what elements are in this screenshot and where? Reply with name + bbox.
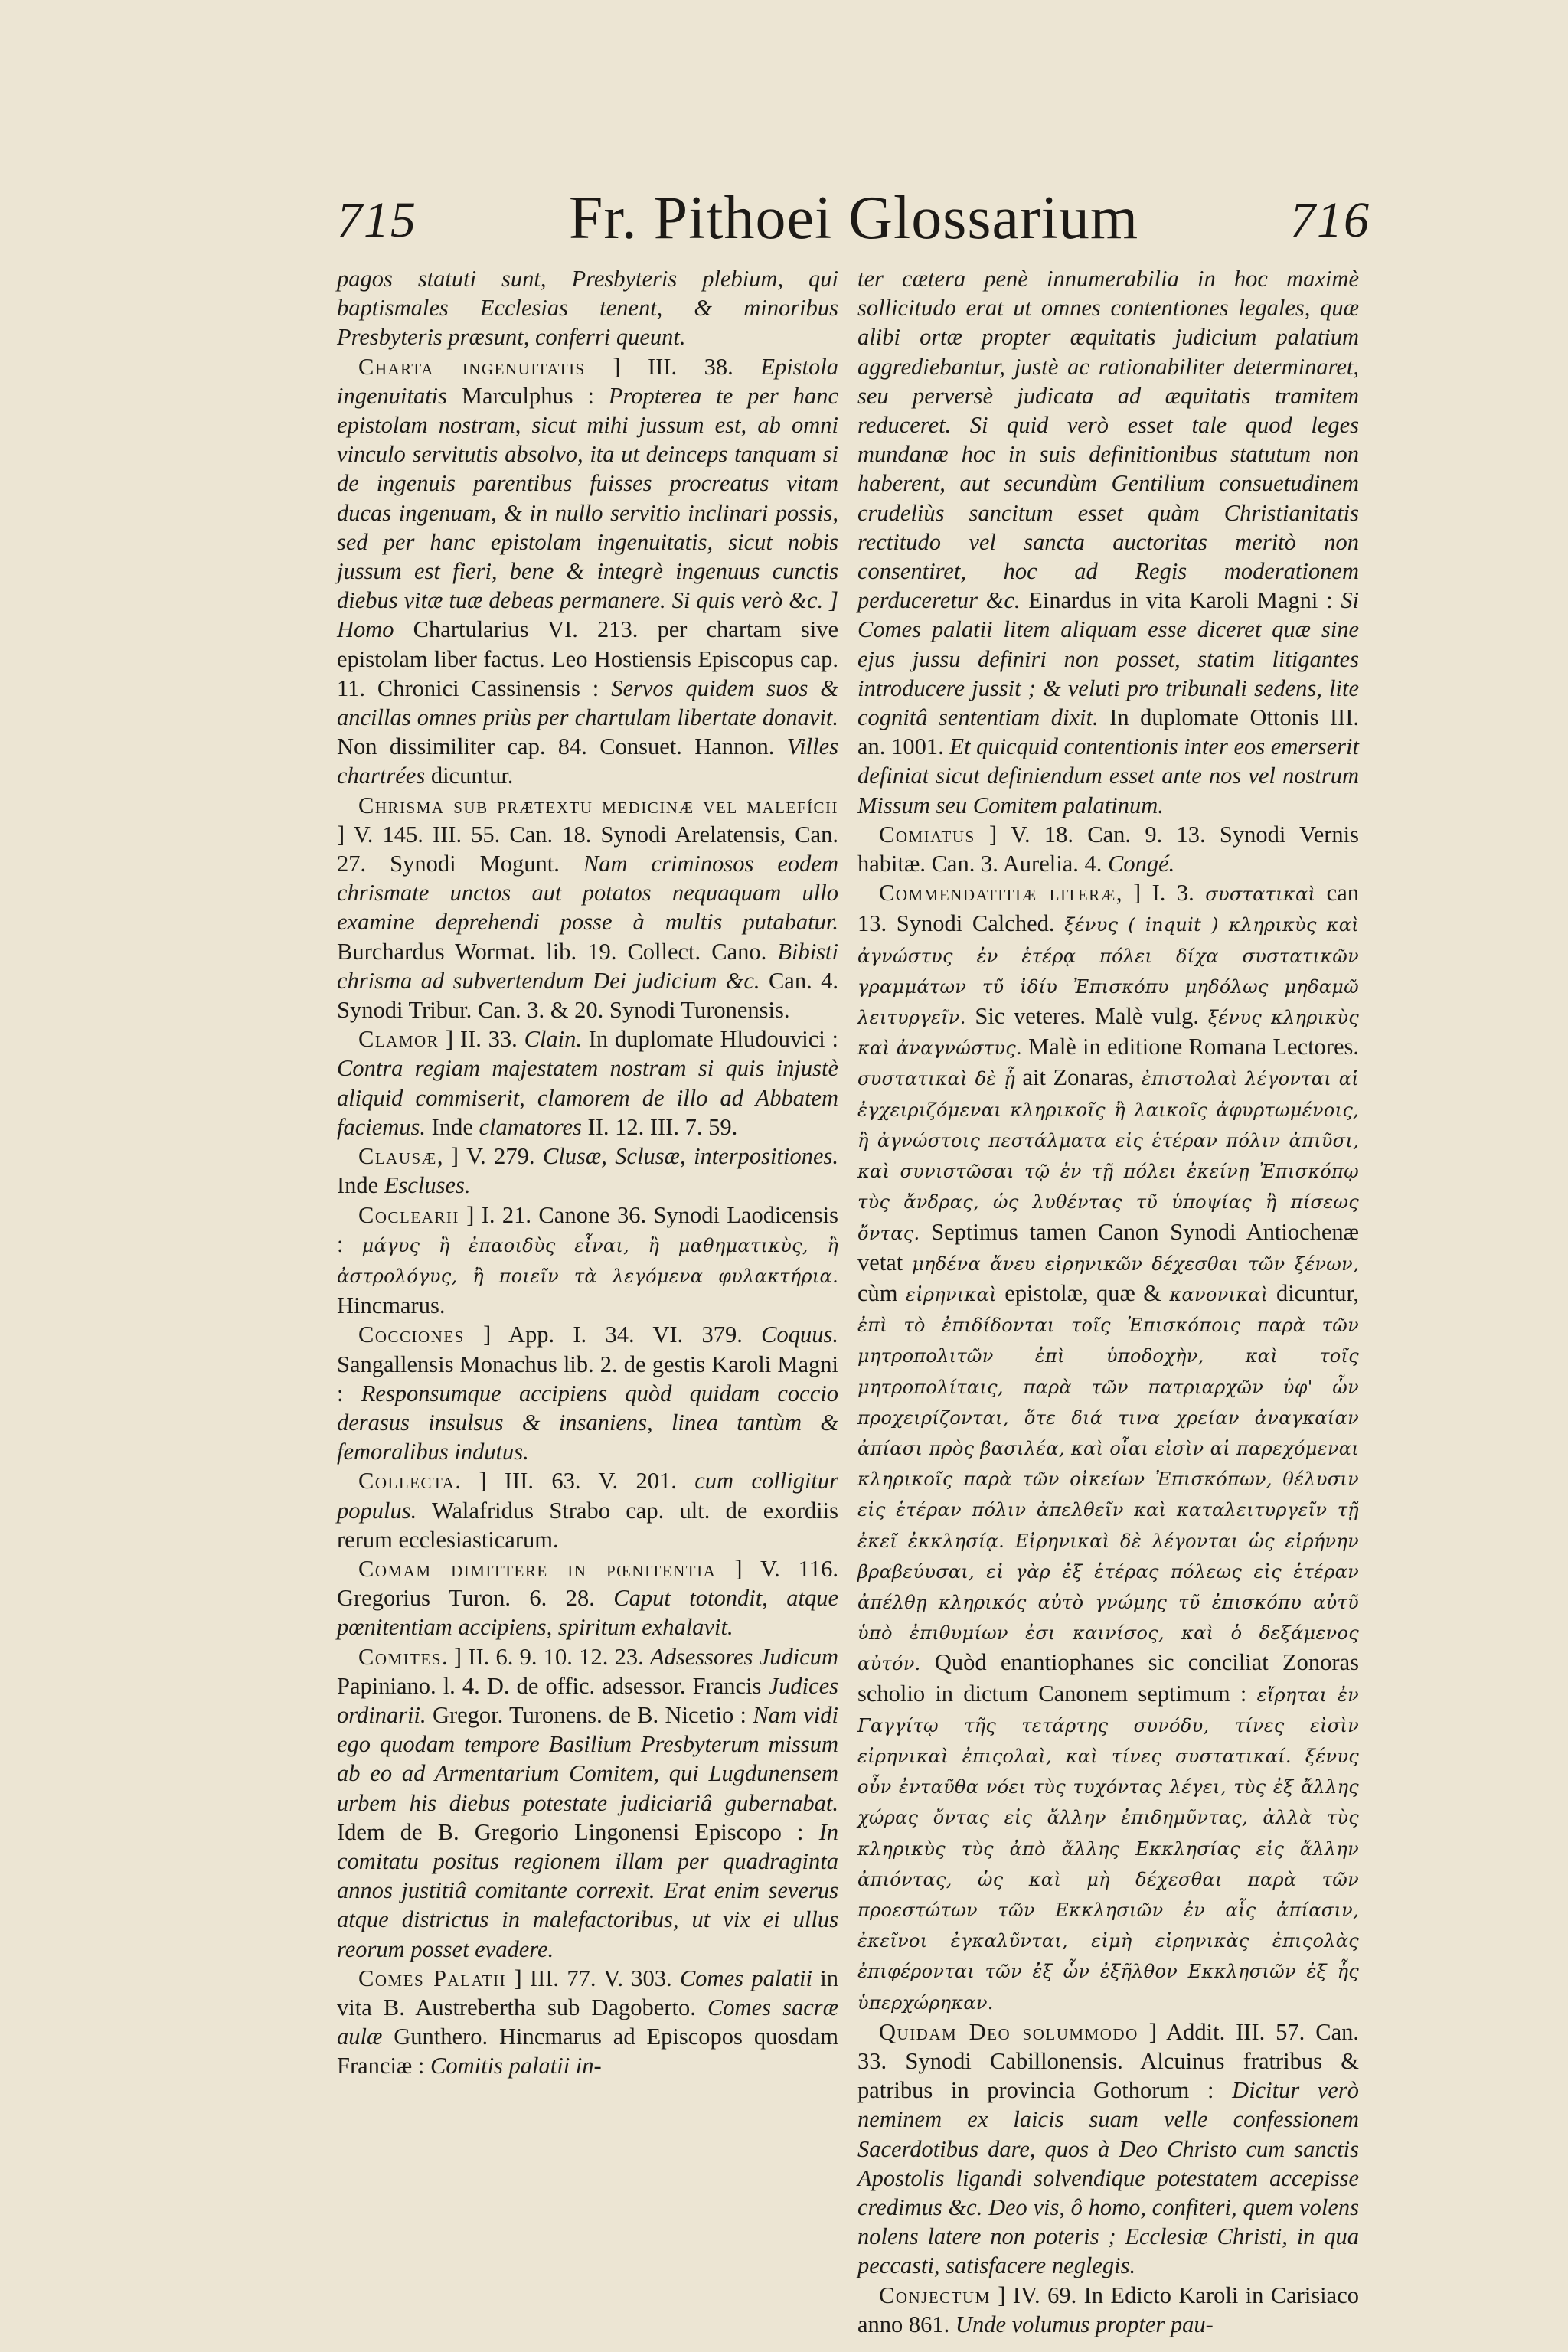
entry-italic-text: Clain. [524, 1026, 582, 1053]
glossary-entry [337, 264, 838, 352]
glossary-entry [337, 1642, 838, 1964]
entry-text: In duplomate Hludouvici : [581, 1026, 838, 1053]
entry-text: Hincmarus. [337, 1292, 446, 1319]
entry-text: Gregor. Turonens. de B. Nicetio : [426, 1701, 753, 1728]
entry-text: Chartularius VI. 213. per chartam sive epistolam liber factus. Leo Hostiensis Episcopus cap. 11. Chronici Cassinensis : [337, 616, 838, 701]
glossary-entry [337, 1554, 838, 1642]
page-number-right: 716 [1290, 192, 1370, 248]
entry-text: Can. 4. Synodi Tribur. Can. 3. & 20. Synodi Turonensis. [337, 967, 838, 1024]
entry-text: dicuntur. [425, 763, 514, 789]
glossary-entry [337, 1964, 838, 2081]
glossary-entry [858, 878, 1359, 2017]
entry-italic-text: clamatores [479, 1113, 582, 1140]
entry-text: Einardus in vita Karoli Magni : [1020, 587, 1341, 614]
entry-greek-text: ἐπὶ τὸ ἐπιδίδονται τοῖς Ἐπισκόποις παρὰ τῶν μητροπολιτῶν ἐπὶ ὑποδοχὴν, καὶ τοῖς μητροπολίταις, παρὰ τῶν πατριαρχῶν ὑφ' ὧν προχειρίζονται, ὅτε διά τινα χρείαν ἀναγκαίαν ἀπίασι πρὸς βασιλέα, καὶ οἷαι εἰσὶν αἱ παρεχόμεναι κληρικοῖς παρὰ τῶν οἰκείων Ἐπισκόπων, θέλυσιν εἰς ἑτέραν πόλιν ἀπελθεῖν καὶ καταλειτυργεῖν τῇ ἐκεῖ ἐκκλησίᾳ. Εἰρηνικαὶ δὲ λέγονται ὡς εἰρήνην βραβεύυσαι, εἰ γὰρ ἐξ ἑτέρας πόλεως εἰς ἑτέραν ἀπέλθῃ κληρικός αὐτὸ γνώμης τῦ ἐπισκόπυ αὐτῦ ὑπὸ ἐπιθυμίων ἐσι καινίσος, καὶ ὁ δεξάμενος αὐτόν. [858, 1315, 1359, 1675]
entry-text: Burchardus Wormat. lib. 19. Collect. Cano. [337, 938, 778, 965]
entry-text: ] I. 21. Canone 36. Synodi Laodicensis : [337, 1201, 838, 1257]
glossary-entry [337, 1320, 838, 1466]
glossary-entry [337, 352, 838, 791]
entry-italic-text: In comitatu positus regionem illam per quadraginta annos justitiâ comitante correxit. Erat enim severus atque districtus in malefactoribus, ut vix ei ullus reorum posset evadere. [337, 1818, 838, 1962]
entry-text: ] V. 18. Can. 9. 13. Synodi Vernis habitæ. Can. 3. Aurelia. 4. [858, 821, 1359, 877]
entry-italic-text: Escluses. [384, 1172, 471, 1199]
entry-greek-text: μάγυς ἢ ἐπαοιδὺς εἶναι, ἢ μαθηματικὺς, ἢ ἀστρολόγυς, ἢ ποιεῖν τὰ λεγόμενα φυλακτήρια. [337, 1234, 838, 1287]
entry-text: ] IV. 69. In Edicto Karoli in Carisiaco anno 861. [858, 2282, 1359, 2337]
entry-italic-text: Et quicquid contentionis inter eos emerserit definiat sicut definiendum esset ante nos vel nostrum Missum seu Comitem palatinum. [858, 733, 1359, 818]
entry-lemma: Quidam Deo solummodo [879, 2018, 1138, 2045]
entry-italic-text: Judices ordinarii. [337, 1672, 838, 1728]
entry-italic-text: Villes chartrées [337, 733, 838, 789]
entry-italic-text: Nam vidi ego quodam tempore Basilium Presbyterum missum ab eo ad Armentarium Comitem, qui Lugdunensem urbem his diebus potestate judiciariâ gubernabat. [337, 1701, 838, 1816]
entry-lemma: Conjectum [879, 2282, 991, 2308]
glossary-entry [858, 2281, 1359, 2339]
entry-lemma: Charta ingenuitatis [358, 353, 586, 380]
entry-lemma: Comites [358, 1643, 443, 1670]
entry-greek-text: ἐπιστολαὶ λέγονται αἱ ἐγχειριζόμεναι κληρικοῖς ἢ λαικοῖς ἀφυρτωμένοις, ἢ ἀγνώστοις πεστάλματα εἰς ἑτέραν πόλιν ἀπιῦσι, καὶ συνιστῶσαι τῷ ἐν τῇ πόλει ἐκείνῃ Ἐπισκόπῳ τὺς ἄνδρας, ὡς λυθέντας τῦ ὑποψίας ἢ πίσεως ὄντας. [858, 1068, 1360, 1244]
entry-italic-text: Nam criminosos eodem chrismate unctos aut potatos nequaquam ullo examine deprehendi posse à multis putabatur. [337, 851, 838, 936]
entry-greek-text: εἴρηται ἐν Γαγγίτῳ τῆς τετάρτης συνόδυ, τίνες εἰσὶν εἰρηνικαὶ ἐπιςολαὶ, καὶ τίνες συστατικαί. ξένυς οὖν ἐνταῦθα νόει τὺς τυχόντας λέγει, τὺς ἐξ ἄλλης χώρας ὄντας εἰς ἄλλην ἐπιδημῦντας, ἀλλὰ τὺς κληρικὺς τὺς ἀπὸ ἄλλης Εκκλησίας εἰς ἄλλην ἀπιόντας, ὡς καὶ μὴ δέχεσθαι παρὰ τῶν προεστώτων τῶν Εκκλησιῶν ἐν αἷς ἀπίασιν, ἐκεῖνοι ἐγκαλῦνται, εἰμὴ εἰρηνικὰς ἐπιςολὰς ἐπιφέρονται τῶν ἐξ ὧν ἐξῆλθον Εκκλησιῶν ἐξ ἧς ὑπερχώρηκαν. [858, 1684, 1359, 2014]
glossary-entry [337, 1142, 838, 1200]
entry-text: Marculphus : [447, 382, 609, 409]
page-title: Fr. Pithoei Glossarium [568, 185, 1139, 252]
entry-greek-text: ξένυς ( inquit ) κληρικὺς καὶ ἀγνώστυς ἐν ἑτέρᾳ πόλει δίχα συστατικῶν γραμμάτων τῦ ἰδίυ Ἐπισκόπυ μηδόλως μηδαμῶ λειτυργεῖν. [858, 914, 1359, 1029]
entry-italic-text: Homo [337, 616, 394, 643]
entry-italic-text: Si Comes palatii litem aliquam esse diceret quæ sine ejus jussu definiri non posset, statim litigantes introducere jussit ; & veluti pro tribunali sedens, lite cognitâ sententiam dixit. [858, 587, 1359, 731]
entry-lemma: Comam dimittere in pœnitentia [358, 1555, 717, 1582]
text-column-left [337, 264, 838, 2255]
entry-greek-text: συστατικαὶ δὲ ᾗ [858, 1068, 1016, 1090]
entry-lemma: Collecta [358, 1468, 456, 1494]
entry-text: Septimus tamen Canon Synodi Antiochenæ vetat [858, 1218, 1359, 1276]
glossary-entry [858, 820, 1359, 878]
entry-italic-text: Comes sacræ aulæ [337, 1994, 839, 2050]
entry-text: In duplomate Ottonis III. an. 1001. [858, 704, 1359, 760]
glossary-entry [858, 2017, 1359, 2281]
entry-lemma: Comiatus [879, 821, 975, 848]
entry-text: can 13. Synodi Calched. [858, 880, 1359, 937]
entry-italic-text: ter cætera penè innumerabilia in hoc maximè sollicitudo erat ut omnes contentiones legales, quæ alibi ortæ propter æquitatis judicium palatium aggrediebantur, justè ac rationabiliter determinaret, seu perversè judicata ad æquitatis tramitem reduceret. Si quid verò esset tale quod leges mundanæ hoc in suis definitionibus statutum non haberent, aut secundùm Gentilium consuetudinem crudeliùs sancitum esset quàm Christianitatis rectitudo vel sancta auctoritas meritò non consentiret, hoc ad Regis moderationem perduceretur &c. [858, 266, 1359, 614]
entry-text: epistolæ, quæ & [996, 1279, 1170, 1306]
entry-text: in vita B. Austrebertha sub Dagoberto. [337, 1965, 839, 2020]
entry-text: cùm [858, 1279, 906, 1306]
entry-text: ] II. 33. [439, 1026, 524, 1053]
entry-italic-text: Contra regiam majestatem nostram si quis injustè aliquid commiserit, clamorem de illo ad Abbatem faciemus. [337, 1055, 838, 1140]
entry-italic-text: Servos quidem suos & ancillas omnes priùs per chartulam libertate donavit. [337, 675, 838, 731]
entry-greek-text: εἰρηνικαὶ [905, 1283, 997, 1305]
entry-lemma: Clamor [358, 1026, 439, 1053]
entry-italic-text: Unde volumus propter pau- [955, 2311, 1214, 2337]
entry-italic-text: Coquus. [761, 1321, 838, 1348]
entry-text: Sangallensis Monachus lib. 2. de gestis Karoli Magni : [337, 1351, 838, 1406]
entry-italic-text: Epistola ingenuitatis [337, 353, 838, 409]
entry-greek-text: κανονικαὶ [1169, 1283, 1269, 1305]
entry-text: , ] I. 3. [1116, 880, 1206, 906]
entry-text: Inde [426, 1113, 479, 1140]
entry-text: Malè in editione Romana Lectores. [1021, 1034, 1359, 1060]
entry-italic-text: Adsessores Judicum [649, 1643, 838, 1670]
entry-text: Non dissimiliter cap. 84. Consuet. Hannon. [337, 733, 787, 760]
entry-text: ] App. I. 34. VI. 379. [464, 1321, 762, 1348]
entry-lemma: Coclearii [358, 1201, 459, 1228]
glossary-entry [337, 1200, 838, 1321]
entry-italic-text: Comes palatii [679, 1965, 812, 1991]
glossary-entry [337, 1024, 838, 1142]
entry-lemma: Clausæ [358, 1143, 437, 1170]
entry-italic-text: Clusæ, Sclusæ, interpositiones. [542, 1143, 838, 1170]
entry-text: Idem de B. Gregorio Lingonensi Episcopo : [337, 1818, 819, 1845]
entry-text: ] V. 145. III. 55. Can. 18. Synodi Arelatensis, Can. 27. Synodi Mogunt. [337, 821, 838, 877]
entry-text: , ] V. 279. [436, 1143, 543, 1170]
entry-text: Walafridus Strabo cap. ult. de exordiis rerum ecclesiasticarum. [337, 1497, 838, 1553]
entry-italic-text: Dicitur verò neminem ex laicis suam velle confessionem Sacerdotibus dare, quos à Deo Christo cum sanctis Apostolis ligandi solvendique potestatem accepisse credimus &c. Deo vis, ô homo, confiteri, quem volens nolens latere non poteris ; Ecclesiæ Christi, in qua peccasti, satisfacere neglegis. [858, 2077, 1359, 2279]
entry-text: Sic veteres. Malè vulg. [965, 1003, 1208, 1030]
running-header [337, 184, 1370, 268]
entry-text: Gunthero. Hincmarus ad Episcopos quosdam Franciæ : [337, 2024, 838, 2079]
text-column-right [858, 264, 1360, 2337]
entry-text: ] Addit. III. 57. Can. 33. Synodi Cabillonensis. Alcuinus fratribus & patribus in provincia Gothorum : [858, 2018, 1359, 2104]
entry-lemma: Commendatitiæ literæ [879, 880, 1116, 906]
entry-text: II. 12. III. 7. 59. [581, 1113, 738, 1140]
entry-text: . ] III. 63. V. 201. [455, 1468, 695, 1494]
entry-italic-text: pagos statuti sunt, Presbyteris plebium, qui baptismales Ecclesias tenent, & minoribus Presbyteris præsunt, conferri queunt. [337, 266, 838, 351]
glossary-entry [858, 264, 1359, 820]
entry-text: . ] II. 6. 9. 10. 12. 23. [442, 1643, 650, 1670]
entry-text: ait Zonaras, [1015, 1064, 1142, 1091]
entry-text: Quòd enantiophanes sic conciliat Zonoras scholio in dictum Canonem septimum : [858, 1649, 1359, 1707]
entry-lemma: Cocciones [358, 1321, 465, 1348]
entry-text: ] III. 77. V. 303. [506, 1965, 680, 1991]
entry-lemma: Chrisma sub prætextu medicinæ vel malefícii [358, 792, 838, 818]
entry-text: ] V. 116. Gregorius Turon. 6. 28. [337, 1555, 838, 1612]
entry-greek-text: συστατικαὶ [1205, 884, 1316, 906]
entry-italic-text: Congé. [1107, 851, 1175, 877]
glossary-entry [337, 791, 838, 1025]
page-number-left: 715 [337, 192, 417, 248]
entry-italic-text: Responsumque accipiens quòd quidam coccio derasus insulsus & insaniens, linea tantùm & femoralibus indutus. [337, 1380, 838, 1465]
entry-greek-text: ξένυς κληρικὺς καὶ ἀναγνώστυς. [858, 1007, 1359, 1060]
entry-text: Papiniano. l. 4. D. de offic. adsessor. Francis [337, 1672, 769, 1699]
glossary-entry [337, 1466, 838, 1554]
entry-italic-text: Propterea te per hanc epistolam nostram, sicut mihi jussum est, ab omni vinculo servitutis absolvo, ita ut deinceps tanquam si de ingenuis parentibus fuisses procreatus vitam ducas ingenuam, & in nullo servitio inclinari possis, sed per hanc epistolam ingenuitatis, sicut nobis jussum est fieri, bene & integrè ingenuus cunctis diebus vitæ tuæ debeas permanere. Si quis verò &c. ] [337, 382, 838, 614]
entry-text: Inde [337, 1172, 384, 1199]
entry-greek-text: μηδένα ἄνευ εἰρηνικῶν δέχεσθαι τῶν ξένων, [912, 1253, 1359, 1275]
entry-italic-text: Bibisti chrisma ad subvertendum Dei judicium &c. [337, 938, 838, 994]
entry-lemma: Comes Palatii [358, 1965, 507, 1991]
entry-text: dicuntur, [1268, 1279, 1360, 1306]
entry-text: ] III. 38. [585, 353, 761, 380]
entry-italic-text: cum colligitur populus. [337, 1468, 839, 1524]
entry-italic-text: Comitis palatii in- [430, 2053, 602, 2079]
entry-italic-text: Caput totondit, atque pœnitentiam accipiens, spiritum exhalavit. [337, 1585, 838, 1641]
